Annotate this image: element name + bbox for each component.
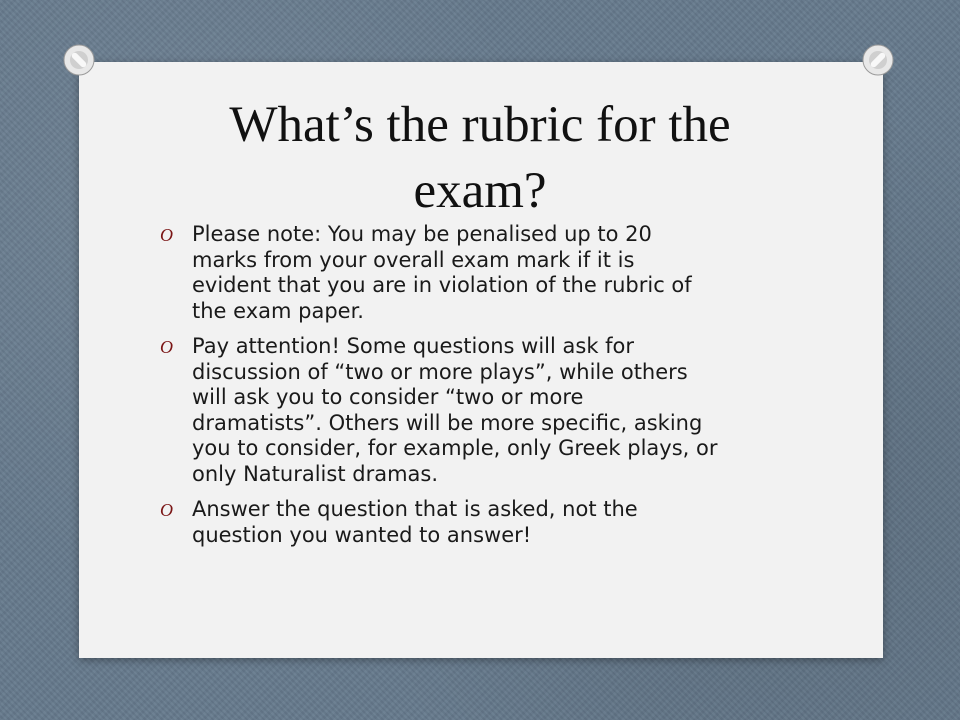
bullet-line: will ask you to consider “two or more xyxy=(192,385,584,409)
bullet-line: Answer the question that is asked, not the xyxy=(192,497,638,521)
bullet-line: Please note: You may be penalised up to 20 xyxy=(192,222,652,246)
bullet-marker: O xyxy=(160,337,173,357)
pushpin-icon xyxy=(861,43,895,77)
bullet-line: only Naturalist dramas. xyxy=(192,461,439,486)
bullet-line: marks from your overall exam mark if it is xyxy=(192,247,635,272)
bullet-line: the exam paper. xyxy=(192,298,364,323)
title-line: What’s the rubric for the xyxy=(229,97,731,153)
bullet-item-attention xyxy=(160,334,800,487)
bullet-item-answer xyxy=(160,497,800,548)
bullet-text xyxy=(192,222,692,323)
bullet-line: Pay attention! Some questions will ask for xyxy=(192,334,635,358)
bullet-text xyxy=(192,497,638,547)
bullet-line: discussion of “two or more plays”, while others xyxy=(192,359,688,384)
bullet-marker: O xyxy=(160,500,173,520)
bullet-list xyxy=(160,222,800,558)
bullet-line: evident that you are in violation of the rubric of xyxy=(192,273,692,297)
bullet-text xyxy=(192,334,717,486)
bullet-marker: O xyxy=(160,225,173,245)
pushpin-icon xyxy=(62,43,96,77)
bullet-line: question you wanted to answer! xyxy=(192,522,532,547)
bullet-line: you to consider, for example, only Greek plays, or xyxy=(192,436,718,460)
title-line: exam? xyxy=(413,163,547,219)
slide-title xyxy=(0,92,960,224)
bullet-item-penalty xyxy=(160,222,800,324)
bullet-line: dramatists”. Others will be more specific, asking xyxy=(192,410,703,435)
